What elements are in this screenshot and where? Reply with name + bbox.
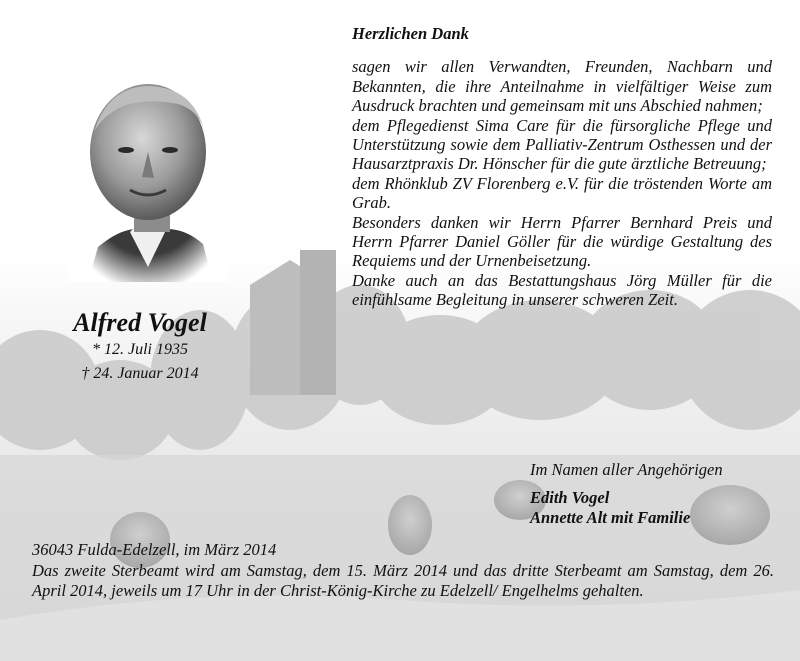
death-date: † 24. Januar 2014 xyxy=(81,365,199,382)
signature-name: Annette Alt mit Familie xyxy=(530,508,691,527)
thanks-paragraph: Besonders danken wir Herrn Pfarrer Bernhard Preis und Herrn Pfarrer Daniel Göller für die würdige Gestaltung des Requiems und der Urnenbeisetzung. xyxy=(352,212,772,271)
portrait-photo xyxy=(68,72,228,282)
service-notice: Das zweite Sterbeamt wird am Samstag, dem 15. März 2014 und das dritte Sterbeamt am Samstag, dem 26. April 2014, jeweils um 17 Uhr in der Christ-König-Kirche zu Edelzell/ Engelhelms gehalten. xyxy=(32,560,774,600)
thanks-paragraph: dem Rhönklub ZV Florenberg e.V. für die tröstenden Worte am Grab. xyxy=(352,173,772,213)
thanks-paragraph: sagen wir allen Verwandten, Freunden, Nachbarn und Bekannten, die ihre Anteilnahme in vielfältiger Weise zum Ausdruck brachten und gemeinsam mit uns Abschied nahmen; xyxy=(352,57,772,116)
thanks-title: Herzlichen Dank xyxy=(352,24,469,43)
thanks-text xyxy=(352,24,772,310)
signature-intro: Im Namen aller Angehörigen xyxy=(530,460,723,479)
place-date: 36043 Fulda-Edelzell, im März 2014 xyxy=(32,540,277,559)
signature-name: Edith Vogel xyxy=(530,488,610,507)
deceased-info xyxy=(40,308,240,386)
thanks-paragraph: dem Pflegedienst Sima Care für die fürsorgliche Pflege und Unterstützung sowie dem Palliativ-Zentrum Osthessen und der Hausarztpraxis Dr. Hönscher für die gute ärztliche Betreuung; xyxy=(352,115,772,174)
thanks-paragraph: Danke auch an das Bestattungshaus Jörg Müller für die einfühlsame Begleitung in unserer schweren Zeit. xyxy=(352,270,772,310)
deceased-name: Alfred Vogel xyxy=(73,308,207,337)
footer-text xyxy=(32,540,774,602)
birth-date: * 12. Juli 1935 xyxy=(92,341,188,358)
signature-block xyxy=(530,460,780,528)
